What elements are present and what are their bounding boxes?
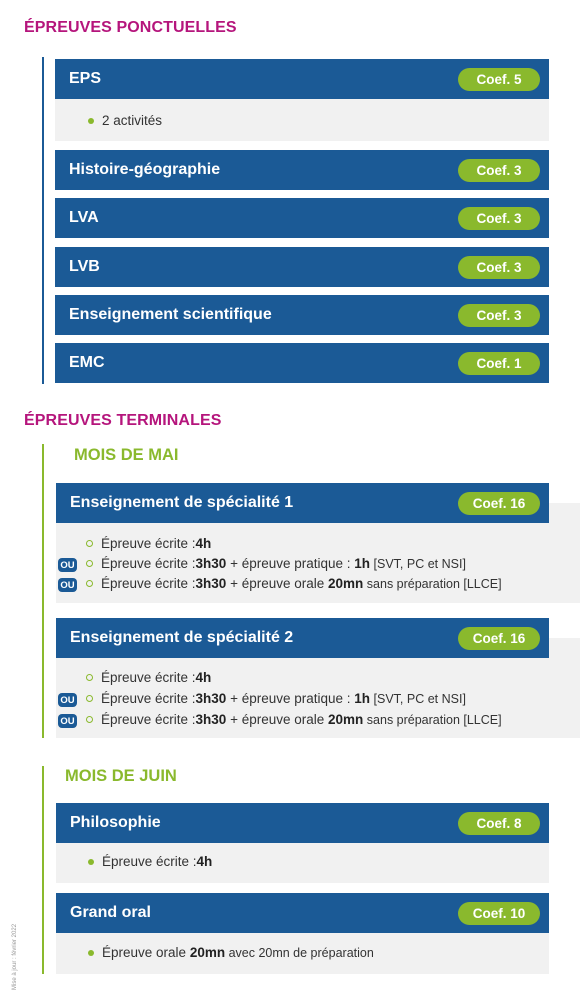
detail-line: Épreuve écrite : 4h <box>86 536 211 551</box>
subject-bar-philosophie[interactable] <box>56 803 549 843</box>
bullet-icon <box>86 580 93 587</box>
coef-badge: Coef. 16 <box>458 627 540 650</box>
detail-panel <box>56 933 549 974</box>
coef-badge: Coef. 3 <box>458 207 540 230</box>
subject-label: EPS <box>69 70 102 87</box>
subject-bar-specialite-2[interactable] <box>56 618 549 658</box>
subject-bar-ens-scientifique[interactable] <box>55 295 549 335</box>
detail-line: Épreuve écrite : 4h <box>86 670 211 685</box>
coef-badge: Coef. 3 <box>458 304 540 327</box>
subject-bar-lva[interactable] <box>55 198 549 238</box>
subject-label: EMC <box>69 354 105 371</box>
subject-label: Grand oral <box>70 904 151 921</box>
month-title-mai: MOIS DE MAI <box>74 446 179 464</box>
detail-text: 2 activités <box>102 113 163 128</box>
subject-bar-emc[interactable] <box>55 343 549 383</box>
subject-label: Enseignement scientifique <box>69 306 272 323</box>
section-title-terminales: ÉPREUVES TERMINALES <box>24 412 222 429</box>
detail-line <box>88 113 162 128</box>
subject-bar-histoire[interactable] <box>55 150 549 190</box>
divider-line <box>42 766 44 974</box>
coef-badge: Coef. 3 <box>458 256 540 279</box>
bullet-icon <box>86 695 93 702</box>
coef-badge: Coef. 1 <box>458 352 540 375</box>
subject-bar-eps[interactable] <box>55 59 549 99</box>
divider-line <box>42 57 44 384</box>
bullet-icon <box>88 950 94 956</box>
subject-bar-lvb[interactable] <box>55 247 549 287</box>
bullet-icon <box>86 674 93 681</box>
month-title-juin: MOIS DE JUIN <box>65 767 177 785</box>
bullet-icon <box>88 859 94 865</box>
coef-badge: Coef. 16 <box>458 492 540 515</box>
coef-badge: Coef. 3 <box>458 159 540 182</box>
ou-badge: OU <box>58 578 77 592</box>
bullet-icon <box>88 118 94 124</box>
subject-label: LVA <box>69 209 99 226</box>
detail-line: Épreuve orale 20mn avec 20mn de préparation <box>88 945 374 960</box>
subject-label: Enseignement de spécialité 1 <box>70 494 294 511</box>
subject-label: Philosophie <box>70 814 161 831</box>
section-title-ponctuelles: ÉPREUVES PONCTUELLES <box>24 19 237 36</box>
coef-badge: Coef. 5 <box>458 68 540 91</box>
subject-bar-specialite-1[interactable] <box>56 483 549 523</box>
ou-badge: OU <box>58 714 77 728</box>
detail-line: Épreuve écrite : 3h30 + épreuve pratique : 1h [SVT, PC et NSI] <box>86 691 466 706</box>
bullet-icon <box>86 560 93 567</box>
subject-bar-grand-oral[interactable] <box>56 893 549 933</box>
coef-badge: Coef. 8 <box>458 812 540 835</box>
subject-label: LVB <box>69 258 100 275</box>
bullet-icon <box>86 716 93 723</box>
subject-label: Histoire-géographie <box>69 161 221 178</box>
detail-line: Épreuve écrite : 3h30 + épreuve orale 20mn sans préparation [LLCE] <box>86 712 502 727</box>
detail-line: Épreuve écrite : 4h <box>88 854 212 869</box>
update-note: Mise à jour : février 2022 <box>12 923 18 990</box>
detail-panel <box>55 99 549 141</box>
ou-badge: OU <box>58 558 77 572</box>
detail-line: Épreuve écrite : 3h30 + épreuve pratique : 1h [SVT, PC et NSI] <box>86 556 466 571</box>
detail-panel <box>56 843 549 883</box>
ou-badge: OU <box>58 693 77 707</box>
bullet-icon <box>86 540 93 547</box>
subject-label: Enseignement de spécialité 2 <box>70 629 294 646</box>
detail-line: Épreuve écrite : 3h30 + épreuve orale 20mn sans préparation [LLCE] <box>86 576 502 591</box>
coef-badge: Coef. 10 <box>458 902 540 925</box>
divider-line <box>42 444 44 738</box>
